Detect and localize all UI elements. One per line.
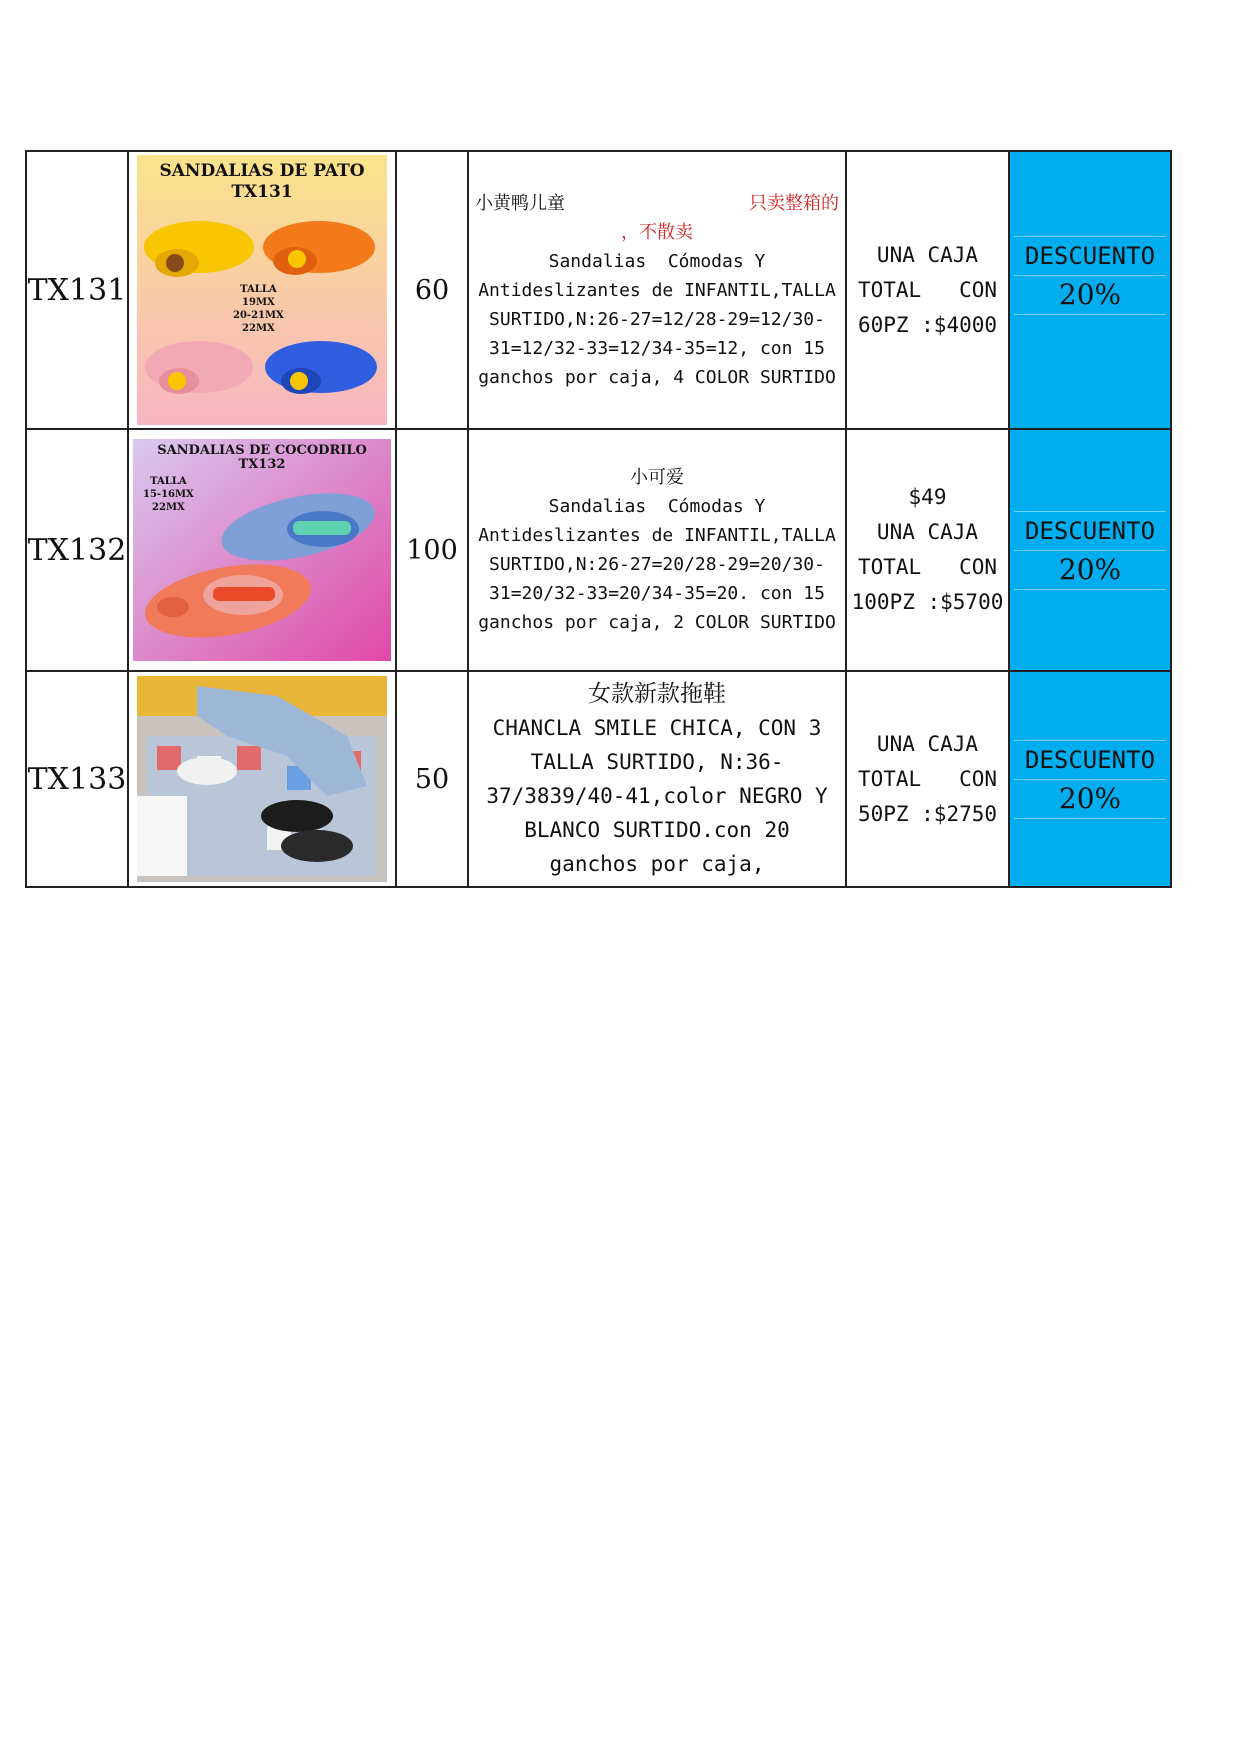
desc-line: 31=12/32-33=12/34-35=12, con 15 (489, 337, 825, 359)
talla-line: 22MX (242, 323, 275, 334)
product-image-cell (128, 151, 396, 429)
desc-line: ganchos por caja, 2 COLOR SURTIDO (478, 612, 836, 633)
talla-line: 20-21MX (233, 310, 284, 321)
talla-line: TALLA (240, 284, 277, 295)
image-title-line2: TX131 (231, 182, 293, 202)
discount-cell (1009, 671, 1171, 887)
product-image-cell (128, 671, 396, 887)
box-line: TOTAL CON (857, 766, 998, 791)
product-photo (133, 155, 391, 425)
desc-line: 31=20/32-33=20/34-35=20. con 15 (489, 583, 825, 604)
product-image-cell (128, 429, 396, 671)
product-photo (133, 439, 391, 661)
discount-label: DESCUENTO (1024, 745, 1156, 774)
product-table (25, 150, 1172, 888)
discount-percent: 20% (1014, 779, 1166, 818)
box-line: $49 (908, 485, 947, 509)
discount-cell (1009, 151, 1171, 429)
quantity: 60 (396, 151, 468, 429)
box-line: 100PZ :$5700 (851, 590, 1004, 614)
image-size-list (233, 283, 284, 335)
product-photo (133, 676, 391, 882)
table-row (26, 671, 1171, 887)
image-title-line2: TX132 (238, 457, 286, 472)
quantity: 100 (396, 429, 468, 671)
women-slippers-photo (137, 676, 387, 882)
box-line: TOTAL CON (857, 277, 998, 302)
desc-line: 37/3839/40-41,color NEGRO Y (486, 784, 828, 808)
box-line: 60PZ :$4000 (857, 312, 998, 337)
desc-line: Sandalias Cómodas Y (548, 250, 766, 272)
image-title-line1: SANDALIAS DE PATO (159, 161, 365, 181)
discount-label: DESCUENTO (1024, 241, 1156, 270)
description (468, 671, 846, 887)
desc-line: ganchos por caja, (549, 852, 765, 876)
wholesale-note-cont: ，不散卖 (621, 221, 693, 243)
table-row (26, 151, 1171, 429)
desc-line: SURTIDO,N:26-27=20/28-29=20/30- (489, 554, 825, 575)
image-title-line1: SANDALIAS DE COCODRILO (157, 443, 367, 458)
quantity: 50 (396, 671, 468, 887)
zh-title: 小可爱 (630, 467, 684, 488)
box-line: TOTAL CON (857, 555, 998, 579)
discount-label: DESCUENTO (1024, 516, 1156, 545)
product-code: TX133 (26, 671, 128, 887)
talla-line: TALLA (150, 476, 187, 487)
box-line: 50PZ :$2750 (857, 801, 998, 826)
box-line: UNA CAJA (876, 731, 979, 756)
box-price (846, 671, 1009, 887)
product-code: TX132 (26, 429, 128, 671)
table-row (26, 429, 1171, 671)
product-code: TX131 (26, 151, 128, 429)
box-line: UNA CAJA (876, 242, 979, 267)
talla-line: 15-16MX (143, 489, 194, 500)
discount-percent: 20% (1014, 550, 1166, 589)
box-line: UNA CAJA (876, 520, 979, 544)
desc-line: SURTIDO,N:26-27=12/28-29=12/30- (489, 308, 825, 330)
box-price (846, 429, 1009, 671)
wholesale-note: 只卖整箱的 (749, 192, 839, 214)
box-price (846, 151, 1009, 429)
desc-line: Antideslizantes de INFANTIL,TALLA (478, 525, 836, 546)
discount-cell (1009, 429, 1171, 671)
crocodile-sandals-illustration (133, 439, 391, 661)
desc-line: Sandalias Cómodas Y (548, 496, 766, 517)
talla-line: 19MX (242, 297, 275, 308)
desc-line: ganchos por caja, 4 COLOR SURTIDO (478, 366, 836, 388)
desc-line: CHANCLA SMILE CHICA, CON 3 (492, 716, 822, 740)
description (468, 429, 846, 671)
desc-line: TALLA SURTIDO, N:36- (530, 750, 784, 774)
zh-title: 小黄鸭儿童 (475, 192, 565, 214)
discount-percent: 20% (1014, 275, 1166, 314)
image-size-list (143, 475, 194, 514)
desc-line: BLANCO SURTIDO.con 20 (524, 818, 790, 842)
description (468, 151, 846, 429)
desc-line: Antideslizantes de INFANTIL,TALLA (478, 279, 836, 301)
talla-line: 22MX (152, 502, 185, 513)
zh-title: 女款新款拖鞋 (588, 681, 726, 707)
